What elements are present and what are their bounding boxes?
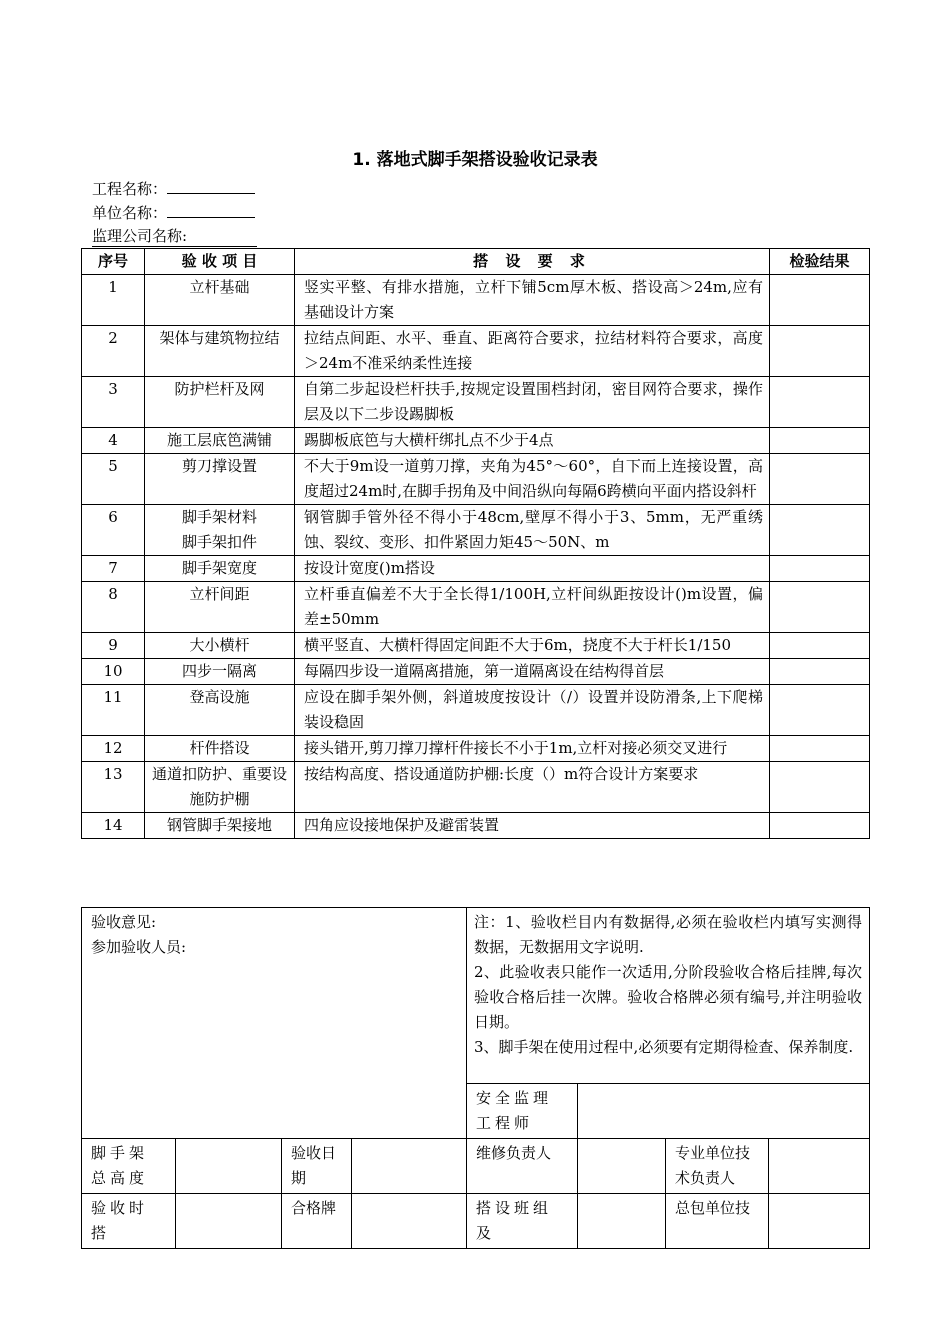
notes-cell — [467, 908, 870, 1084]
table-row — [82, 275, 870, 326]
row-result-field[interactable] — [770, 659, 870, 685]
acceptance-date-value[interactable] — [352, 1139, 467, 1194]
opinion-label: 验收意见: — [91, 913, 157, 931]
row-requirement: 应设在脚手架外侧，斜道坡度按设计（/）设置并设防滑条,上下爬梯装设稳固 — [295, 685, 770, 736]
row-number: 7 — [82, 556, 145, 582]
qualified-tag-label: 合格牌 — [282, 1194, 352, 1249]
row-result-field[interactable] — [770, 813, 870, 839]
specialist-lead-value[interactable] — [769, 1139, 870, 1194]
row-item: 架体与建筑物拉结 — [145, 326, 295, 377]
supervisor-name-line — [92, 226, 257, 247]
row-item: 杆件搭设 — [145, 736, 295, 762]
row-requirement: 拉结点间距、水平、垂直、距离符合要求，拉结材料符合要求，高度＞24m不准采纳柔性连接 — [295, 326, 770, 377]
safety-engineer-label: 安全监理工程师 — [467, 1084, 578, 1139]
row-item: 防护栏杆及网 — [145, 377, 295, 428]
scaffold-height-value[interactable] — [176, 1139, 282, 1194]
note-3: 3、脚手架在使用过程中,必须要有定期得检查、保养制度. — [474, 1038, 854, 1056]
row-requirement: 按结构高度、搭设通道防护棚:长度（）m符合设计方案要求 — [295, 762, 770, 813]
table-row — [82, 377, 870, 428]
row-number: 9 — [82, 633, 145, 659]
header-no: 序号 — [82, 249, 145, 275]
row-result-field[interactable] — [770, 633, 870, 659]
table-row — [82, 659, 870, 685]
participants-label: 参加验收人员: — [91, 938, 187, 956]
row-number: 12 — [82, 736, 145, 762]
row-result-field[interactable] — [770, 736, 870, 762]
note-2: 2、此验收表只能作一次适用,分阶段验收合格后挂牌,每次验收合格后挂一次牌。验收合格牌必须有编号,并注明验收日期。 — [474, 963, 863, 1031]
row-result-field[interactable] — [770, 556, 870, 582]
row-requirement: 踢脚板底笆与大横杆绑扎点不少于4点 — [295, 428, 770, 454]
project-name-label: 工程名称： — [92, 180, 168, 198]
row-requirement: 竖实平整、有排水措施，立杆下铺5cm厚木板、搭设高＞24m,应有基础设计方案 — [295, 275, 770, 326]
row-number: 11 — [82, 685, 145, 736]
row-requirement: 按设计宽度()m搭设 — [295, 556, 770, 582]
unit-name-blank — [167, 202, 255, 218]
specialist-lead-label: 专业单位技术负责人 — [666, 1139, 769, 1194]
row-number: 3 — [82, 377, 145, 428]
row-number: 13 — [82, 762, 145, 813]
unit-name-label: 单位名称： — [92, 204, 168, 222]
row-requirement: 接头错开,剪刀撑刀撑杆件接长不小于1m,立杆对接必须交叉进行 — [295, 736, 770, 762]
row-item: 立杆间距 — [145, 582, 295, 633]
table-row — [82, 556, 870, 582]
row-requirement: 四角应设接地保护及避雷装置 — [295, 813, 770, 839]
table-row — [82, 582, 870, 633]
row-number: 2 — [82, 326, 145, 377]
row-number: 10 — [82, 659, 145, 685]
inspection-table — [81, 248, 870, 839]
row-item: 脚手架宽度 — [145, 556, 295, 582]
row-result-field[interactable] — [770, 428, 870, 454]
acceptance-time-value[interactable] — [176, 1194, 282, 1249]
table-row — [82, 762, 870, 813]
table-row — [82, 685, 870, 736]
acceptance-date-label: 验收日期 — [282, 1139, 352, 1194]
project-name-line — [92, 178, 255, 199]
row-item: 登高设施 — [145, 685, 295, 736]
maintenance-lead-value[interactable] — [578, 1139, 666, 1194]
row-item: 大小横杆 — [145, 633, 295, 659]
scaffold-height-label: 脚手架总高度 — [82, 1139, 176, 1194]
unit-name-line — [92, 202, 255, 223]
general-contractor-value[interactable] — [769, 1194, 870, 1249]
row-item: 施工层底笆满铺 — [145, 428, 295, 454]
general-contractor-label: 总包单位技 — [666, 1194, 769, 1249]
erection-team-label: 搭设班组及 — [467, 1194, 578, 1249]
table-row — [82, 505, 870, 556]
row-result-field[interactable] — [770, 582, 870, 633]
row-requirement: 钢管脚手管外径不得小于48cm,壁厚不得小于3、5mm，无严重绣蚀、裂纹、变形、扣件紧固力矩45～50N、m — [295, 505, 770, 556]
row-number: 14 — [82, 813, 145, 839]
note-1: 注：1、验收栏目内有数据得,必须在验收栏内填写实测得数据，无数据用文字说明. — [474, 913, 863, 956]
row-number: 8 — [82, 582, 145, 633]
row-result-field[interactable] — [770, 377, 870, 428]
table-row — [82, 454, 870, 505]
row-requirement: 立杆垂直偏差不大于全长得1/100H,立杆间纵距按设计()m设置，偏差±50mm — [295, 582, 770, 633]
table-row — [82, 428, 870, 454]
header-item: 验 收 项 目 — [145, 249, 295, 275]
header-requirement: 搭 设 要 求 — [295, 249, 770, 275]
project-name-blank — [167, 178, 255, 194]
table-header-row — [82, 249, 870, 275]
row-item: 立杆基础 — [145, 275, 295, 326]
header-result: 检验结果 — [770, 249, 870, 275]
row-result-field[interactable] — [770, 762, 870, 813]
row-number: 4 — [82, 428, 145, 454]
row-requirement: 每隔四步设一道隔离措施，第一道隔离设在结构得首层 — [295, 659, 770, 685]
row-requirement: 横平竖直、大横杆得固定间距不大于6m，挠度不大于杆长1/150 — [295, 633, 770, 659]
row-result-field[interactable] — [770, 685, 870, 736]
row-result-field[interactable] — [770, 275, 870, 326]
row-result-field[interactable] — [770, 505, 870, 556]
row-item: 通道扣防护、重要设施防护棚 — [145, 762, 295, 813]
row-requirement: 不大于9m设一道剪刀撑，夹角为45°～60°，自下而上连接设置，高度超过24m时,在脚手拐角及中间沿纵向每隔6跨横向平面内搭设斜杆 — [295, 454, 770, 505]
row-item: 钢管脚手架接地 — [145, 813, 295, 839]
acceptance-time-label: 验收时搭 — [82, 1194, 176, 1249]
row-result-field[interactable] — [770, 454, 870, 505]
row-number: 1 — [82, 275, 145, 326]
row-item: 四步一隔离 — [145, 659, 295, 685]
table-row — [82, 633, 870, 659]
supervisor-name-label: 监理公司名称: — [92, 226, 257, 247]
table-row — [82, 736, 870, 762]
row-item: 剪刀撑设置 — [145, 454, 295, 505]
page-title: 1. 落地式脚手架搭设验收记录表 — [352, 150, 598, 170]
table-row — [82, 813, 870, 839]
row-requirement: 自第二步起设栏杆扶手,按规定设置围档封闭，密目网符合要求，操作层及以下二步设踢脚板 — [295, 377, 770, 428]
row-number: 6 — [82, 505, 145, 556]
safety-engineer-value[interactable] — [578, 1084, 870, 1139]
acceptance-opinion-cell — [82, 908, 467, 1139]
row-number: 5 — [82, 454, 145, 505]
table-row — [82, 326, 870, 377]
maintenance-lead-label: 维修负责人 — [467, 1139, 578, 1194]
qualified-tag-value[interactable] — [352, 1194, 467, 1249]
erection-team-value[interactable] — [578, 1194, 666, 1249]
row-result-field[interactable] — [770, 326, 870, 377]
row-item: 脚手架材料 脚手架扣件 — [145, 505, 295, 556]
signoff-table — [81, 907, 870, 1249]
